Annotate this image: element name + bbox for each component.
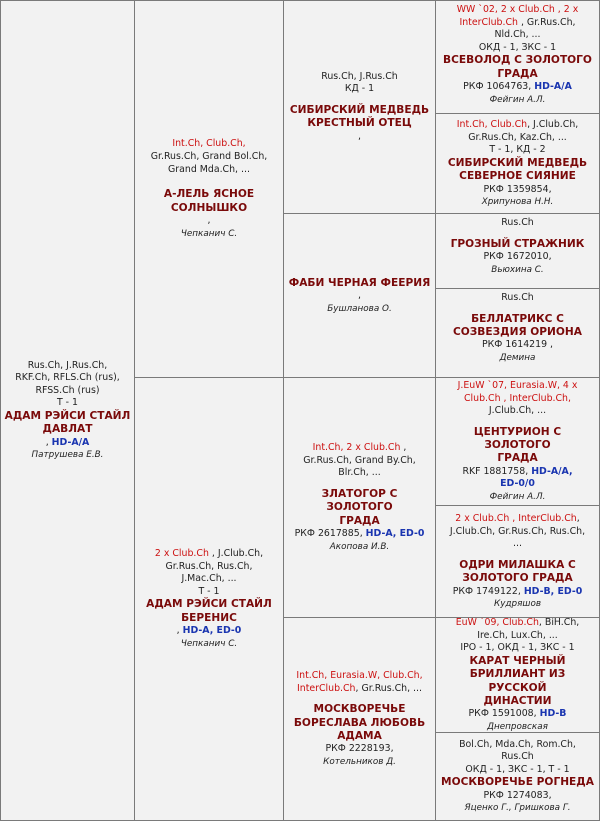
champion-title: ОКД - 1, ЗКС - 1 <box>478 41 557 53</box>
dog-cell-dam-sire <box>284 378 435 617</box>
dog-cell-root <box>1 1 134 820</box>
title-line <box>166 561 253 574</box>
registration-line <box>46 437 90 450</box>
champion-title-red: Int.Ch, 2 x Club.Ch <box>312 442 401 454</box>
title-line <box>513 538 522 551</box>
champion-title: Bol.Ch, Mda.Ch, Rom.Ch, <box>459 738 576 750</box>
champion-title: , J.Club.Ch, <box>527 118 579 130</box>
registration-number: РКФ 1591008, <box>468 708 540 720</box>
dog-cell-dam-sire-sire <box>436 378 599 505</box>
dog-cell-dam <box>135 378 283 820</box>
champion-title: , J.Club.Ch, <box>208 548 264 560</box>
breeder-name: Фейгин А.Л. <box>489 492 546 502</box>
health-score: HD-A/A <box>534 81 572 93</box>
title-line <box>321 71 397 84</box>
title-line <box>465 764 569 777</box>
dog-name: ЦЕНТУРИОН С ЗОЛОТОГО <box>473 425 562 451</box>
registration-line <box>208 215 211 228</box>
dog-name: СЕВЕРНОЕ СИЯНИЕ <box>459 170 576 183</box>
title-line <box>172 138 245 151</box>
title-line <box>468 132 567 145</box>
champion-title: IPO - 1, ОКД - 1, ЗКС - 1 <box>460 642 575 654</box>
health-score: HD-A, ED-0 <box>182 625 242 637</box>
title-line <box>501 292 533 305</box>
title-line <box>155 548 263 561</box>
registration-line <box>177 625 242 638</box>
registration-number: РКФ 2228193, <box>325 743 394 755</box>
title-line <box>501 217 533 230</box>
title-line <box>450 526 585 539</box>
champion-title: Blr.Ch, ... <box>338 467 381 479</box>
dog-cell-sire-sire-sire <box>436 1 599 113</box>
title-line <box>28 360 107 373</box>
champion-title: , Gr.Rus.Ch, <box>517 16 576 28</box>
title-line <box>457 4 579 17</box>
registration-number: , <box>207 215 211 226</box>
dog-cell-sire-sire-dam <box>436 114 599 213</box>
champion-title: Rus.Ch <box>501 292 534 303</box>
dog-cell-sire-sire <box>284 1 435 213</box>
champion-title: J.Club.Ch, Gr.Rus.Ch, Rus.Ch, <box>449 525 586 537</box>
champion-title-red: Int.Ch, Club.Ch <box>456 118 528 130</box>
dog-name: МОСКВОРЕЧЬЕ РОГНЕДА <box>441 776 594 789</box>
title-line <box>495 29 541 42</box>
title-line <box>296 670 422 683</box>
dog-name: ЗОЛОТОГО ГРАДА <box>462 572 573 585</box>
breeder-name: Вьюхина С. <box>491 264 544 275</box>
dog-cell-sire <box>135 1 283 377</box>
dog-name: ФАБИ ЧЕРНАЯ ФЕЕРИЯ <box>288 276 431 289</box>
registration-number: RKF 1881758, <box>462 465 532 477</box>
title-line <box>459 739 576 752</box>
title-line <box>151 151 268 164</box>
registration-line <box>482 339 553 352</box>
dog-name: КРЕСТНЫЙ ОТЕЦ <box>307 117 412 130</box>
dog-name: СИБИРСКИЙ МЕДВЕДЬ <box>447 156 588 169</box>
champion-title-red: InterClub.Ch <box>459 16 518 28</box>
breeder-name: Котельников Д. <box>323 757 396 767</box>
champion-title-red: Int.Ch, Club.Ch, <box>172 138 246 150</box>
champion-title-red: WW `02, 2 x Club.Ch , 2 x <box>456 4 579 15</box>
breeder-name: Акопова И.В. <box>329 541 390 552</box>
champion-title: Rus.Ch, J.Rus.Ch, <box>27 359 108 371</box>
dog-name: БОРЕСЛАВА ЛЮБОВЬ <box>293 716 426 729</box>
champion-title-red: Club.Ch , InterClub.Ch, <box>464 392 571 404</box>
dog-cell-dam-dam-dam <box>436 733 599 820</box>
title-line <box>313 442 407 455</box>
dog-name: СИБИРСКИЙ МЕДВЕДЬ <box>289 103 430 116</box>
registration-number: РКФ 1274083, <box>483 789 552 801</box>
breeder-name: Хрипунова Н.Н. <box>481 197 554 208</box>
champion-title: ОКД - 1, ЗКС - 1, Т - 1 <box>465 763 570 775</box>
title-line <box>297 683 422 696</box>
title-line <box>57 397 78 410</box>
champion-title: Grand Mda.Ch, ... <box>168 163 250 175</box>
health-score: HD-A/A <box>51 436 90 448</box>
breeder-name: Чепканич С. <box>180 228 238 239</box>
dog-name: АДАМА <box>337 730 382 742</box>
dog-name: БЕРЕНИС <box>181 611 237 624</box>
title-line <box>15 372 119 385</box>
health-score: HD-A, ED-0 <box>365 528 425 540</box>
dog-name: БЕЛЛАТРИКС С <box>471 312 564 325</box>
registration-number: , <box>176 625 183 637</box>
registration-number: РКФ 1614219 , <box>481 339 554 351</box>
breeder-name: Бушланова О. <box>327 303 392 314</box>
dog-name: КАРАТ ЧЕРНЫЙ <box>469 654 566 667</box>
title-line <box>477 630 558 643</box>
champion-title: Т - 1, КД - 2 <box>489 144 546 156</box>
dog-name: СОЛНЫШКО <box>170 201 248 214</box>
title-line <box>35 385 99 398</box>
champion-title-red: Int.Ch, Eurasia.W, Club.Ch, <box>296 670 423 681</box>
champion-title: , Gr.Rus.Ch, ... <box>355 682 422 694</box>
dog-cell-sire-dam-sire <box>436 214 599 288</box>
registration-line <box>483 251 551 264</box>
title-line <box>456 618 580 630</box>
registration-line <box>453 586 583 599</box>
champion-title: T - 1 <box>198 585 220 597</box>
registration-line <box>462 466 572 479</box>
champion-title: Ire.Ch, Lux.Ch, ... <box>477 629 558 641</box>
registration-number: , <box>358 130 361 142</box>
registration-number: РКФ 1359854, <box>483 183 552 195</box>
breeder-name: Чепканич С. <box>180 638 238 649</box>
dog-name: ГРАДА <box>339 514 380 527</box>
dog-name: ДАВЛАТ <box>42 423 93 436</box>
registration-number: , <box>358 289 361 301</box>
registration-line <box>325 743 393 756</box>
dog-name: БРИЛЛИАНТ ИЗ РУССКОЙ <box>469 668 566 694</box>
champion-title: T - 1 <box>56 397 79 409</box>
dog-name: ОДРИ МИЛАШКА С <box>459 558 576 571</box>
title-line <box>458 380 578 393</box>
dog-name: ЗЛАТОГОР С ЗОЛОТОГО <box>321 487 398 514</box>
title-line <box>479 42 556 55</box>
champion-title: Rus.Ch <box>501 217 534 228</box>
champion-title: Rus.Ch <box>501 751 534 763</box>
champion-title: Nld.Ch, ... <box>494 29 541 41</box>
title-line <box>501 751 533 764</box>
title-line <box>168 164 250 177</box>
champion-title: , BiH.Ch, <box>538 618 580 628</box>
health-score: HD-A/A, <box>531 465 573 477</box>
champion-title: ... <box>513 538 522 550</box>
champion-title-red: EuW `09, Club.Ch <box>455 618 539 628</box>
champion-title: RKF.Ch, RFLS.Ch (rus), <box>15 372 120 384</box>
title-line <box>338 467 380 480</box>
dog-cell-sire-dam <box>284 214 435 377</box>
dog-name: СОЗВЕЗДИЯ ОРИОНА <box>453 326 582 338</box>
breeder-name: Фейгин А.Л. <box>489 94 546 105</box>
champion-title: , <box>576 512 580 524</box>
champion-title: J.Club.Ch, ... <box>488 405 547 417</box>
registration-number: РКФ 1749122, <box>452 585 524 597</box>
breeder-name: Патрушева Е.В. <box>31 450 104 461</box>
health-score: ED-0/0 <box>500 478 535 490</box>
dog-name: ГРАДА <box>497 452 538 465</box>
registration-line <box>483 184 551 197</box>
registration-line <box>358 131 361 144</box>
champion-title-red: InterClub.Ch <box>296 682 356 694</box>
registration-number: РКФ 2617885, <box>294 528 366 540</box>
title-line <box>457 119 579 132</box>
champion-title: КД - 1 <box>344 83 375 95</box>
champion-title: Gr.Rus.Ch, Rus.Ch, <box>165 560 253 572</box>
dog-name: АДАМ РЭЙСИ СТАЙЛ <box>4 409 131 422</box>
dog-name: МОСКВОРЕЧЬЕ <box>313 703 406 716</box>
dog-name: ДИНАСТИИ <box>483 695 552 707</box>
dog-name: ВСЕВОЛОД С ЗОЛОТОГО <box>443 54 592 67</box>
registration-number: РКФ 1672010, <box>483 251 552 262</box>
breeder-name: Кудряшов <box>493 599 542 610</box>
dog-name: ГРАДА <box>497 67 538 80</box>
registration-number: РКФ 1064763, <box>463 81 535 93</box>
breeder-name: Демина <box>499 353 536 363</box>
champion-title: RFSS.Ch (rus) <box>35 384 100 396</box>
champion-title: Rus.Ch, J.Rus.Ch <box>321 70 398 82</box>
breeder-name: Днепровская <box>487 722 548 732</box>
champion-title: Gr.Rus.Ch, Kaz.Ch, ... <box>468 131 567 143</box>
title-line <box>345 83 374 96</box>
dog-name: ГРОЗНЫЙ СТРАЖНИК <box>450 237 585 250</box>
dog-name: АДАМ РЭЙСИ СТАЙЛ <box>146 598 272 611</box>
champion-title-red: 2 x Club.Ch <box>154 548 209 560</box>
champion-title-red: 2 x Club.Ch , InterClub.Ch <box>455 512 577 524</box>
registration-line <box>463 81 572 94</box>
title-line <box>489 144 545 157</box>
health-score: HD-B <box>539 708 567 720</box>
title-line <box>198 586 219 599</box>
champion-title: Gr.Rus.Ch, Grand By.Ch, <box>303 454 416 466</box>
champion-title-red: J.EuW `07, Eurasia.W, 4 x <box>457 380 578 391</box>
title-line <box>459 17 575 30</box>
registration-line <box>500 478 535 491</box>
registration-line <box>358 290 361 303</box>
dog-cell-sire-dam-dam <box>436 289 599 377</box>
dog-cell-dam-dam <box>284 618 435 820</box>
title-line <box>303 455 415 468</box>
title-line <box>464 393 571 406</box>
registration-line <box>483 790 551 803</box>
champion-title: J.Mac.Ch, ... <box>181 573 237 585</box>
dog-name: А-ЛЕЛЬ ЯСНОЕ <box>163 188 255 201</box>
dog-cell-dam-sire-dam <box>436 506 599 617</box>
registration-number: , <box>45 436 52 448</box>
champion-title: , <box>400 442 407 454</box>
champion-title: Gr.Rus.Ch, Grand Bol.Ch, <box>150 151 268 162</box>
dog-cell-dam-dam-sire <box>436 618 599 732</box>
breeder-name: Яценко Г., Гришкова Г. <box>464 803 571 814</box>
registration-line <box>469 708 567 721</box>
registration-line <box>295 528 425 541</box>
title-line <box>460 642 574 655</box>
title-line <box>489 405 546 418</box>
health-score: HD-B, ED-0 <box>523 585 583 597</box>
title-line <box>455 513 579 526</box>
title-line <box>181 573 236 586</box>
